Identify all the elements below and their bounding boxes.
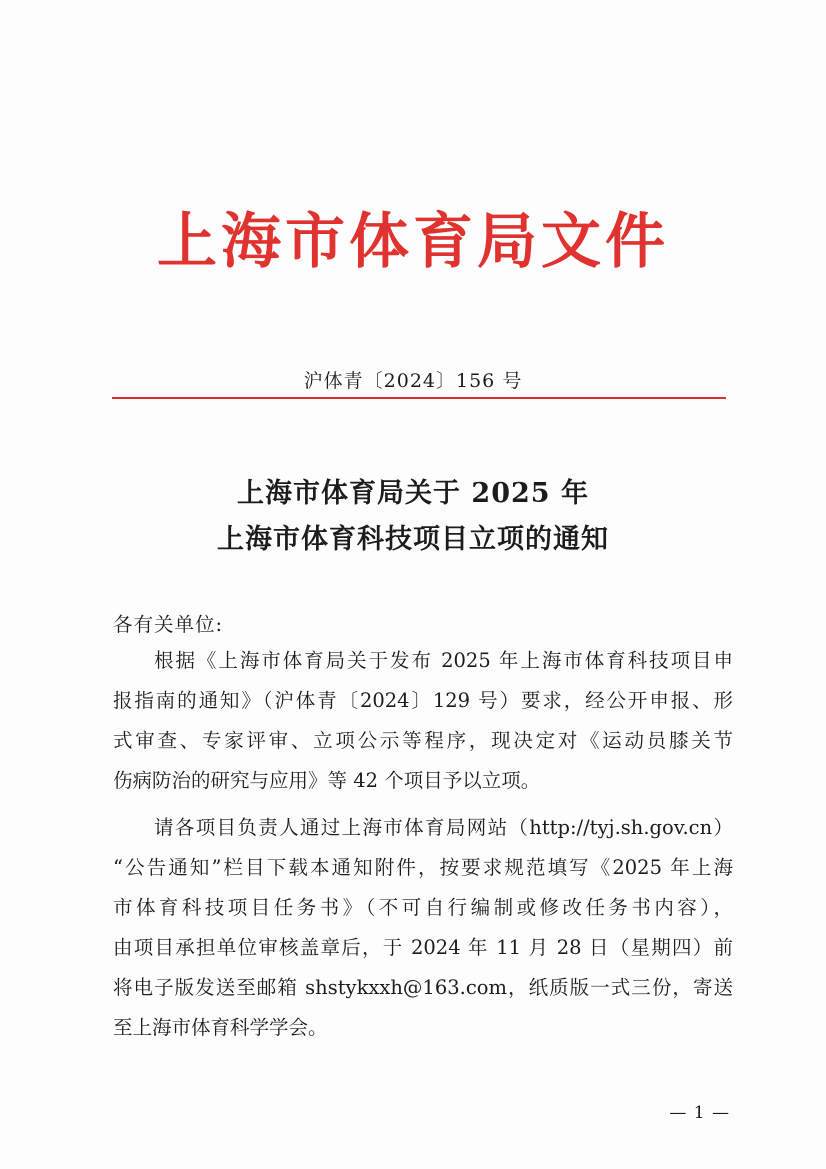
masthead-title: 上海市体育局文件 [157, 207, 669, 277]
paragraph-1-line-1: 根据《上海市体育局关于发布 2025 年上海市体育科技项目申 [154, 649, 733, 672]
notice-title-line-1: 上海市体育局关于 2025 年 [237, 478, 589, 509]
document-number: 沪体青〔2024〕156 号 [303, 370, 523, 392]
paragraph-2-line-3: 市体育科技项目任务书》（不可自行编制或修改任务书内容）， [113, 896, 733, 919]
paragraph-2-line-1: 请各项目负责人通过上海市体育局网站（http://tyj.sh.gov.cn） [154, 816, 733, 839]
paragraph-1-line-2: 报指南的通知》（沪体青〔2024〕129 号）要求，经公开申报、形 [113, 689, 733, 712]
paragraph-1-line-4: 伤病防治的研究与应用》等 42 个项目予以立项。 [113, 769, 541, 792]
paragraph-2-line-6: 至上海市体育科学学会。 [113, 1016, 328, 1039]
paragraph-2-line-5: 将电子版发送至邮箱 shstykxxh@163.com，纸质版一式三份，寄送 [113, 976, 733, 999]
paragraph-2-line-4: 由项目承担单位审核盖章后，于 2024 年 11 月 28 日（星期四）前 [113, 936, 733, 959]
paragraph-2-line-2: “公告通知”栏目下载本通知附件，按要求规范填写《2025 年上海 [113, 856, 733, 879]
notice-title-line-2: 上海市体育科技项目立项的通知 [217, 524, 609, 555]
page-number: — 1 — [669, 1103, 730, 1123]
salutation: 各有关单位: [113, 613, 224, 636]
paragraph-1-line-3: 式审查、专家评审、立项公示等程序，现决定对《运动员膝关节 [113, 729, 733, 752]
red-divider-line [112, 397, 726, 399]
